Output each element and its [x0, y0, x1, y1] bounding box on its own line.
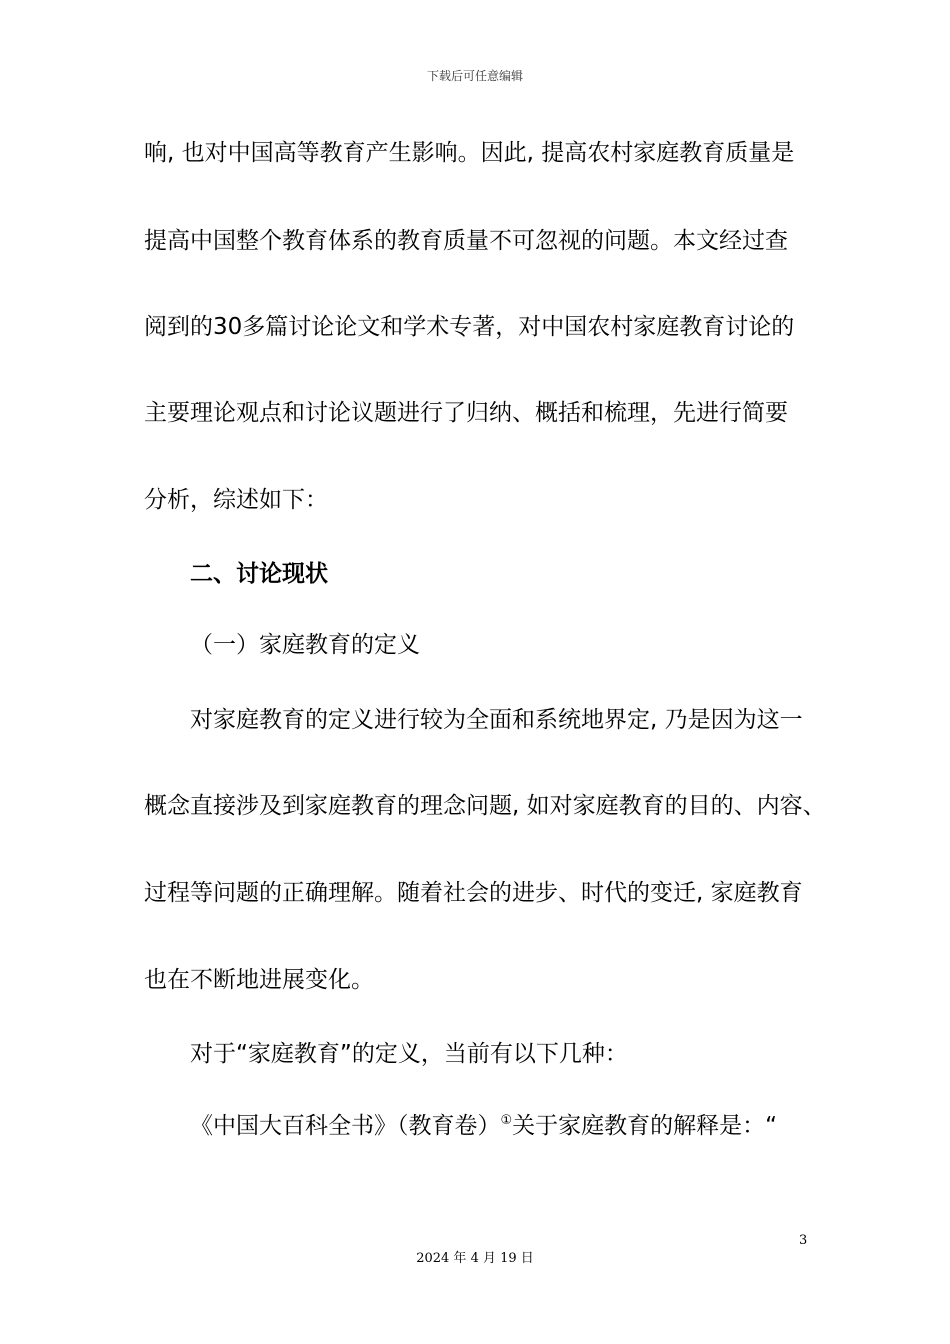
body-line: 过程等问题的正确理解。随着社会的进步、时代的变迁, 家庭教育	[144, 880, 803, 906]
body-line: 分析，综述如下：	[144, 487, 328, 513]
body-line: 对家庭教育的定义进行较为全面和系统地界定, 乃是因为这一	[190, 707, 803, 733]
citation-text: 关于家庭教育的解释是：“	[512, 1113, 778, 1139]
section-heading: 二、讨论现状	[190, 561, 328, 587]
page-footer-date: 2024 年 4 月 19 日	[416, 1251, 534, 1266]
body-line: 主要理论观点和讨论议题进行了归纳、概括和梳理，先进行简要	[144, 400, 788, 426]
footnote-marker[interactable]: ①	[500, 1113, 513, 1128]
body-line: 提高中国整个教育体系的教育质量不可忽视的问题。本文经过查	[144, 228, 788, 254]
body-line: 也在不断地进展变化。	[144, 967, 374, 993]
body-line: 概念直接涉及到家庭教育的理念问题, 如对家庭教育的目的、内容、	[144, 793, 826, 819]
citation-line	[190, 1111, 777, 1141]
body-line: 对于“家庭教育”的定义，当前有以下几种：	[190, 1041, 628, 1067]
body-line: 响, 也对中国高等教育产生影响。因此, 提高农村家庭教育质量是	[144, 140, 795, 166]
subsection-heading: （一）家庭教育的定义	[190, 632, 420, 658]
body-line: 阅到的30多篇讨论论文和学术专著，对中国农村家庭教育讨论的	[144, 314, 795, 340]
page-header: 下载后可任意编辑	[426, 69, 523, 83]
page-number: 3	[799, 1233, 808, 1248]
book-title: 《中国大百科全书》（教育卷）	[190, 1113, 501, 1139]
